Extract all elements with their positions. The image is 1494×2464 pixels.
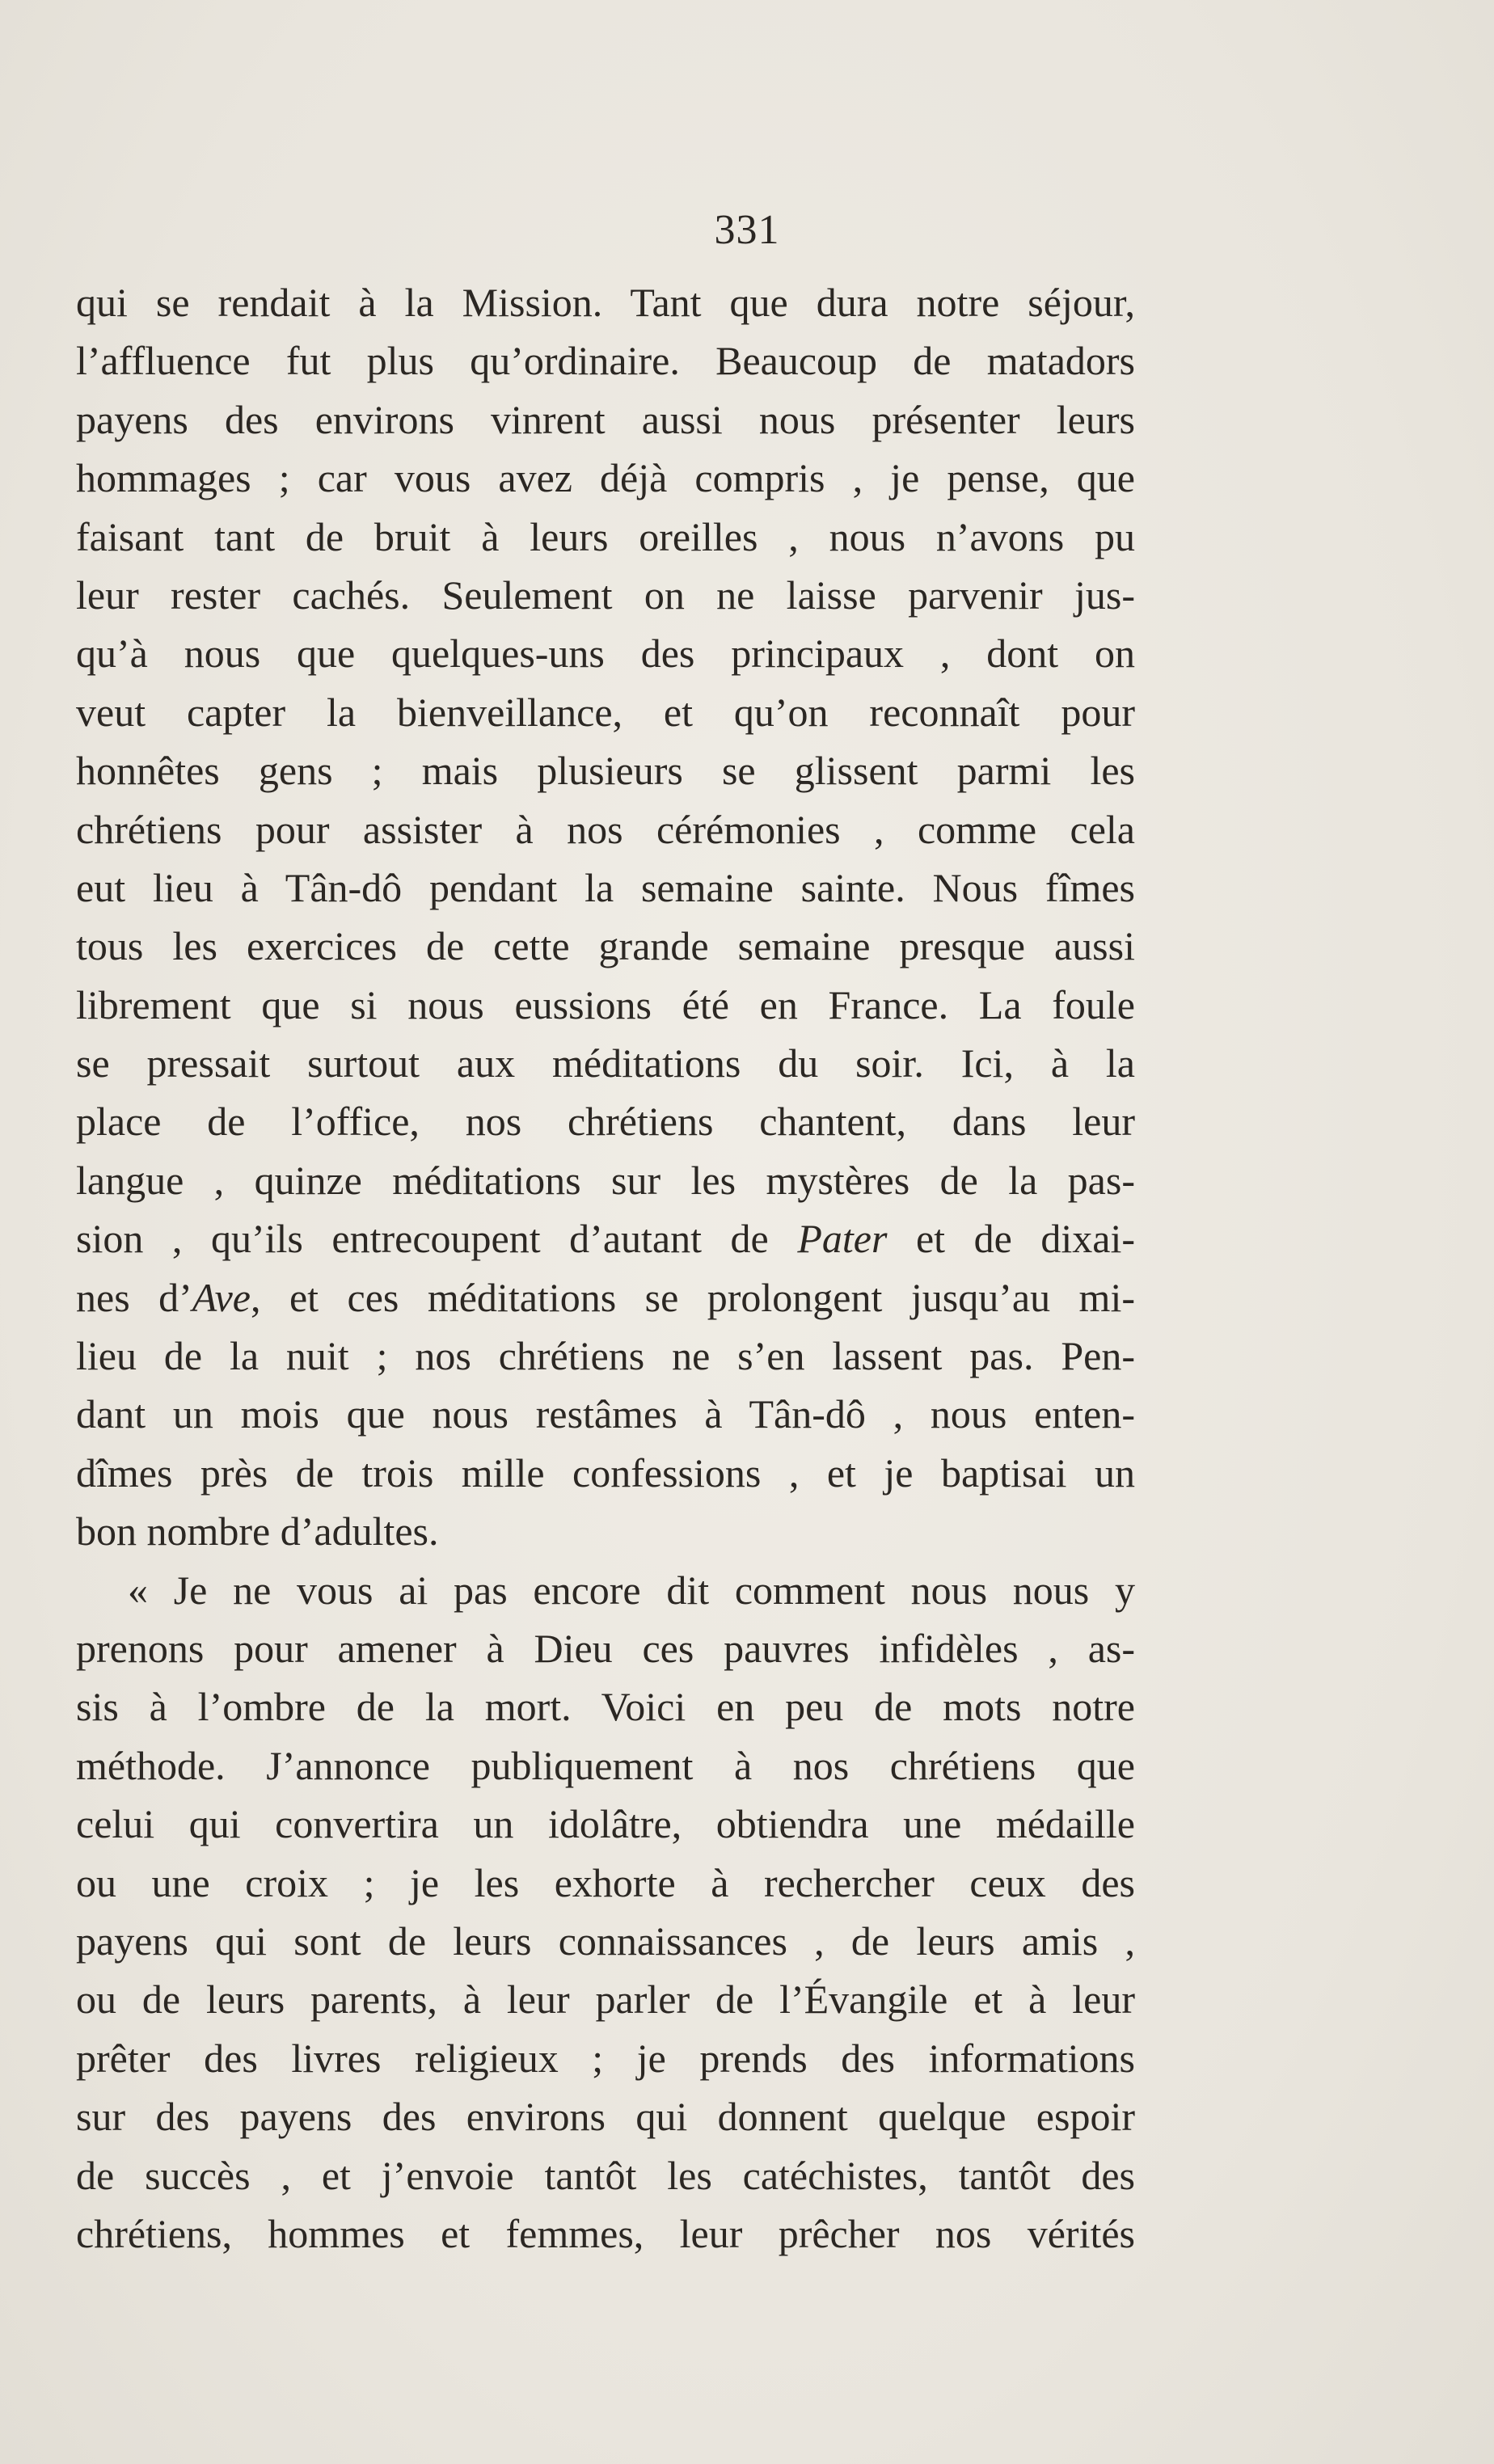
text-line xyxy=(76,800,1135,859)
text-segment: librement que si nous eussions été en France. La foule xyxy=(76,981,1135,1027)
text-line xyxy=(76,1268,1135,1327)
text-line xyxy=(76,1444,1135,1502)
text-segment: dant un mois que nous restâmes à Tân-dô , nous enten- xyxy=(76,1391,1135,1437)
text-line xyxy=(76,624,1135,682)
text-segment: leur rester cachés. Seulement on ne laisse parvenir jus- xyxy=(76,572,1135,618)
text-segment: sion , qu’ils entrecoupent d’autant de xyxy=(76,1216,798,1262)
text-segment: et de dixai- xyxy=(887,1216,1135,1262)
text-line xyxy=(76,859,1135,917)
text-segment: sis à l’ombre de la mort. Voici en peu de mots notre xyxy=(76,1684,1135,1730)
text-segment: bon nombre d’adultes. xyxy=(76,1508,439,1555)
page-number: 331 xyxy=(714,207,780,253)
text-segment: payens qui sont de leurs connaissances , de leurs amis , xyxy=(76,1918,1135,1964)
text-segment: chrétiens pour assister à nos cérémonies , comme cela xyxy=(76,806,1135,852)
text-line xyxy=(76,449,1135,507)
text-segment: nes d’ xyxy=(76,1274,192,1320)
text-line xyxy=(76,1092,1135,1150)
text-line xyxy=(76,1677,1135,1736)
text-segment: de succès , et j’envoie tantôt les catéchistes, tantôt des xyxy=(76,2152,1135,2198)
text-line xyxy=(76,1736,1135,1795)
text-line xyxy=(76,2029,1135,2087)
text-segment: ou une croix ; je les exhorte à rechercher ceux des xyxy=(76,1859,1135,1905)
body-text xyxy=(76,273,1135,2263)
text-line xyxy=(76,1209,1135,1268)
text-segment: prêter des livres religieux ; je prends des informations xyxy=(76,2035,1135,2081)
italic-text: Pater xyxy=(797,1216,888,1262)
text-segment: sur des payens des environs qui donnent quelque espoir xyxy=(76,2094,1135,2140)
text-segment: se pressait surtout aux méditations du soir. Ici, à la xyxy=(76,1040,1135,1086)
text-segment: eut lieu à Tân-dô pendant la semaine sainte. Nous fîmes xyxy=(76,864,1135,910)
text-line xyxy=(76,1561,1135,1619)
text-line xyxy=(76,566,1135,624)
text-line xyxy=(76,1385,1135,1443)
text-segment: chrétiens, hommes et femmes, leur prêcher nos vérités xyxy=(76,2210,1135,2256)
italic-text: Ave xyxy=(192,1274,251,1320)
text-segment: langue , quinze méditations sur les mystères de la pas- xyxy=(76,1157,1135,1203)
text-segment: faisant tant de bruit à leurs oreilles , nous n’avons pu xyxy=(76,513,1135,559)
text-segment: hommages ; car vous avez déjà compris , je pense, que xyxy=(76,455,1135,501)
text-line xyxy=(76,741,1135,800)
text-line xyxy=(76,1034,1135,1092)
text-segment: qu’à nous que quelques-uns des principaux , dont on xyxy=(76,631,1135,677)
text-segment: méthode. J’annonce publiquement à nos chrétiens que xyxy=(76,1742,1135,1788)
text-line xyxy=(76,1854,1135,1912)
text-line xyxy=(76,1912,1135,1970)
text-segment: prenons pour amener à Dieu ces pauvres infidèles , as- xyxy=(76,1625,1135,1671)
text-line xyxy=(76,390,1135,449)
text-line xyxy=(76,2205,1135,2263)
text-segment: , et ces méditations se prolongent jusqu’au mi- xyxy=(250,1274,1135,1320)
text-segment: l’affluence fut plus qu’ordinaire. Beaucoup de matadors xyxy=(76,338,1135,384)
text-line xyxy=(76,2146,1135,2205)
text-segment: tous les exercices de cette grande semaine presque aussi xyxy=(76,923,1135,969)
text-segment: lieu de la nuit ; nos chrétiens ne s’en lassent pas. Pen- xyxy=(76,1333,1135,1379)
text-segment: place de l’office, nos chrétiens chantent, dans leur xyxy=(76,1099,1135,1145)
text-line xyxy=(76,917,1135,975)
text-line xyxy=(76,273,1135,331)
text-segment: veut capter la bienveillance, et qu’on reconnaît pour xyxy=(76,689,1135,735)
text-line xyxy=(76,1970,1135,2028)
text-line xyxy=(76,1151,1135,1209)
text-line xyxy=(76,1619,1135,1677)
text-line xyxy=(76,2087,1135,2145)
text-segment: honnêtes gens ; mais plusieurs se glissent parmi les xyxy=(76,748,1135,794)
text-segment: qui se rendait à la Mission. Tant que dura notre séjour, xyxy=(76,280,1135,325)
text-segment: celui qui convertira un idolâtre, obtiendra une médaille xyxy=(76,1801,1135,1847)
text-line xyxy=(76,1327,1135,1385)
text-segment: payens des environs vinrent aussi nous présenter leurs xyxy=(76,396,1135,442)
text-segment: « Je ne vous ai pas encore dit comment nous nous y xyxy=(128,1567,1135,1613)
text-line xyxy=(76,683,1135,741)
text-segment: ou de leurs parents, à leur parler de l’Évangile et à leur xyxy=(76,1977,1135,2023)
text-line xyxy=(76,331,1135,390)
text-line xyxy=(76,1795,1135,1853)
text-line xyxy=(76,976,1135,1034)
text-segment: dîmes près de trois mille confessions , et je baptisai un xyxy=(76,1449,1135,1496)
text-line xyxy=(76,1502,1135,1560)
text-line xyxy=(76,508,1135,566)
